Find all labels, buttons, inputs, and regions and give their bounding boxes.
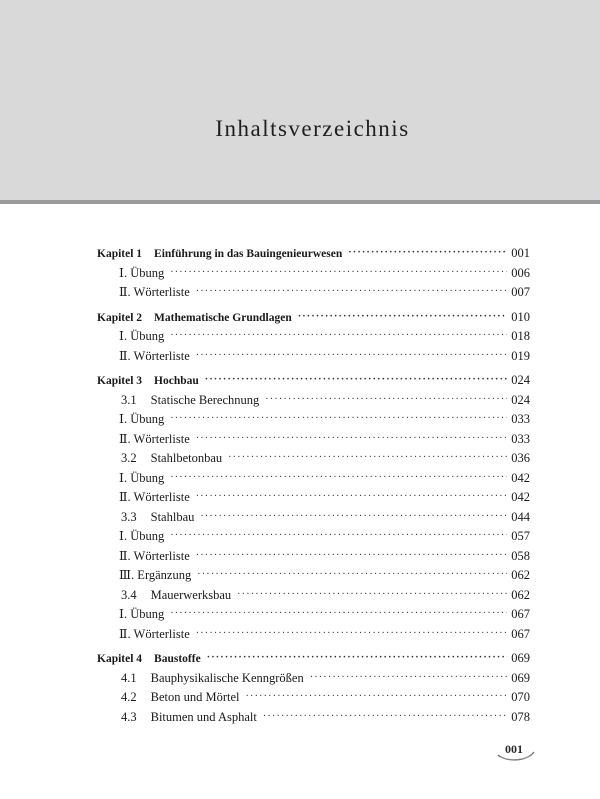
- toc-chapter-entry[interactable]: [97, 244, 530, 264]
- toc-entry-number: 4.3: [121, 709, 137, 724]
- toc-entry-title: Mauerwerksbau: [150, 587, 232, 602]
- toc-entry-page: 033: [511, 412, 530, 426]
- toc-entry-title: Hochbau: [154, 375, 199, 387]
- toc-item-entry[interactable]: [97, 410, 530, 430]
- toc-entry-page: 069: [511, 651, 530, 665]
- toc-section-entry[interactable]: [97, 708, 530, 728]
- toc-leader-dots: [196, 282, 508, 302]
- toc-entry-page: 036: [511, 451, 530, 465]
- toc-entry-page: 069: [511, 670, 530, 685]
- toc-entry-label: [97, 605, 170, 625]
- page-title: Inhaltsverzeichnis: [215, 116, 410, 141]
- toc-entry-title: Ⅱ. Wörterliste: [119, 490, 190, 504]
- toc-entry-label: [97, 625, 196, 645]
- page-number: 001: [505, 742, 523, 756]
- toc-section-entry[interactable]: [97, 586, 530, 606]
- toc-leader-dots: [196, 346, 508, 366]
- toc-entry-label: [97, 410, 170, 430]
- toc-item-entry[interactable]: [97, 283, 530, 303]
- toc-entry-title: Ⅰ. Übung: [119, 607, 165, 621]
- toc-entry-label: [97, 347, 196, 367]
- toc-entry-page: 019: [511, 348, 530, 363]
- toc-entry-page: 007: [511, 285, 530, 299]
- toc-entry-title: Ⅱ. Wörterliste: [119, 548, 190, 563]
- toc-leader-dots: [196, 546, 508, 566]
- toc-leader-dots: [170, 409, 507, 429]
- toc-entry-title: Stahlbetonbau: [150, 451, 223, 465]
- toc-leader-dots: [246, 687, 508, 707]
- toc-entry-label: [97, 430, 196, 450]
- toc-leader-dots: [298, 307, 508, 327]
- toc-entry-label: [97, 283, 196, 303]
- toc-entry-number: 3.4: [121, 587, 137, 602]
- toc-leader-dots: [170, 604, 507, 624]
- toc-item-entry[interactable]: [97, 605, 530, 625]
- toc-entry-page: 067: [511, 626, 530, 641]
- toc-leader-dots: [200, 507, 507, 527]
- toc-leader-dots: [263, 707, 507, 727]
- toc-entry-label: [97, 586, 237, 606]
- toc-entry-title: Ⅱ. Wörterliste: [119, 348, 190, 363]
- toc-entry-label: [97, 264, 170, 284]
- toc-entry-title: Stahlbau: [150, 509, 195, 524]
- toc-chapter-entry[interactable]: [97, 371, 530, 391]
- toc-leader-dots: [265, 390, 507, 410]
- toc-entry-title: Mathematische Grundlagen: [154, 311, 292, 324]
- header-band: [0, 0, 600, 200]
- toc-leader-dots: [205, 370, 507, 390]
- toc-entry-title: Einführung in das Bauingenieurwesen: [154, 248, 343, 260]
- toc-entry-label: [97, 650, 207, 670]
- toc-item-entry[interactable]: [97, 488, 530, 508]
- toc-section-entry[interactable]: [97, 688, 530, 708]
- toc-entry-title: Bitumen und Asphalt: [150, 709, 257, 724]
- toc-entry-page: 010: [511, 309, 530, 324]
- toc-leader-dots: [196, 429, 508, 449]
- toc-entry-title: Ⅰ. Übung: [119, 412, 165, 426]
- toc-leader-dots: [228, 448, 507, 468]
- toc-item-entry[interactable]: [97, 625, 530, 645]
- toc-entry-label: [97, 391, 265, 411]
- toc-entry-page: 070: [511, 690, 530, 704]
- toc-entry-page: 058: [511, 548, 530, 563]
- toc-leader-dots: [196, 487, 508, 507]
- toc-leader-dots: [170, 468, 507, 488]
- toc-leader-dots: [197, 565, 507, 585]
- toc-entry-label: [97, 566, 197, 586]
- toc-leader-dots: [348, 243, 507, 263]
- toc-item-entry[interactable]: [97, 469, 530, 489]
- toc-item-entry[interactable]: [97, 264, 530, 284]
- toc-entry-title: Ⅰ. Übung: [119, 329, 165, 343]
- toc-entry-page: 024: [511, 373, 530, 387]
- toc-item-entry[interactable]: [97, 527, 530, 547]
- toc-entry-page: 057: [511, 529, 530, 543]
- toc-entry-label: [97, 488, 196, 508]
- toc-chapter-entry[interactable]: [97, 308, 530, 328]
- toc-entry-page: 062: [511, 568, 530, 582]
- toc-section-entry[interactable]: [97, 669, 530, 689]
- toc-entry-label: [97, 527, 170, 547]
- toc-entry-title: Ⅱ. Wörterliste: [119, 431, 190, 446]
- toc-section-entry[interactable]: [97, 449, 530, 469]
- toc-entry-page: 006: [511, 265, 530, 280]
- toc-entry-title: Statische Berechnung: [150, 392, 260, 407]
- toc-entry-number: Kapitel 4: [97, 653, 143, 665]
- toc-entry-title: Baustoffe: [154, 653, 201, 665]
- toc-entry-title: Ⅱ. Wörterliste: [119, 285, 190, 299]
- toc-entry-number: 3.1: [121, 392, 137, 407]
- toc-entry-page: 001: [511, 246, 530, 260]
- toc-entry-number: 4.1: [121, 670, 137, 685]
- toc-entry-page: 078: [511, 709, 530, 724]
- table-of-contents: [97, 244, 530, 727]
- toc-entry-title: Ⅰ. Übung: [119, 265, 165, 280]
- toc-leader-dots: [170, 326, 507, 346]
- toc-entry-number: Kapitel 2: [97, 311, 143, 324]
- toc-leader-dots: [170, 263, 507, 283]
- toc-leader-dots: [237, 585, 507, 605]
- toc-item-entry[interactable]: [97, 347, 530, 367]
- toc-entry-title: Ⅲ. Ergänzung: [119, 568, 192, 582]
- toc-entry-title: Ⅰ. Übung: [119, 470, 165, 485]
- toc-entry-number: 3.3: [121, 509, 137, 524]
- toc-entry-page: 067: [511, 607, 530, 621]
- toc-entry-number: Kapitel 1: [97, 248, 143, 260]
- toc-entry-page: 018: [511, 329, 530, 343]
- toc-leader-dots: [170, 526, 507, 546]
- toc-entry-label: [97, 469, 170, 489]
- toc-leader-dots: [310, 668, 508, 688]
- toc-leader-dots: [207, 648, 508, 668]
- toc-entry-page: 044: [511, 509, 530, 524]
- toc-entry-page: 042: [511, 470, 530, 485]
- toc-chapter-entry[interactable]: [97, 649, 530, 669]
- header-divider: [0, 200, 600, 204]
- toc-entry-title: Bauphysikalische Kenngrößen: [150, 670, 304, 685]
- toc-leader-dots: [196, 624, 508, 644]
- page-number-badge: [494, 740, 538, 762]
- toc-entry-label: [97, 327, 170, 347]
- toc-entry-page: 062: [511, 587, 530, 602]
- toc-section-entry[interactable]: [97, 508, 530, 528]
- toc-entry-title: Beton und Mörtel: [150, 690, 240, 704]
- toc-entry-title: Ⅱ. Wörterliste: [119, 626, 190, 641]
- toc-entry-number: 4.2: [121, 690, 137, 704]
- toc-entry-label: [97, 708, 263, 728]
- toc-item-entry[interactable]: [97, 327, 530, 347]
- toc-entry-label: [97, 669, 310, 689]
- toc-entry-number: 3.2: [121, 451, 137, 465]
- toc-item-entry[interactable]: [97, 566, 530, 586]
- toc-entry-label: [97, 547, 196, 567]
- toc-entry-label: [97, 372, 205, 392]
- toc-entry-label: [97, 688, 246, 708]
- toc-entry-page: 042: [511, 490, 530, 504]
- toc-entry-page: 033: [511, 431, 530, 446]
- toc-section-entry[interactable]: [97, 391, 530, 411]
- toc-entry-title: Ⅰ. Übung: [119, 529, 165, 543]
- toc-entry-number: Kapitel 3: [97, 375, 143, 387]
- toc-item-entry[interactable]: [97, 430, 530, 450]
- toc-entry-label: [97, 449, 228, 469]
- toc-entry-label: [97, 508, 200, 528]
- toc-item-entry[interactable]: [97, 547, 530, 567]
- toc-entry-page: 024: [511, 392, 530, 407]
